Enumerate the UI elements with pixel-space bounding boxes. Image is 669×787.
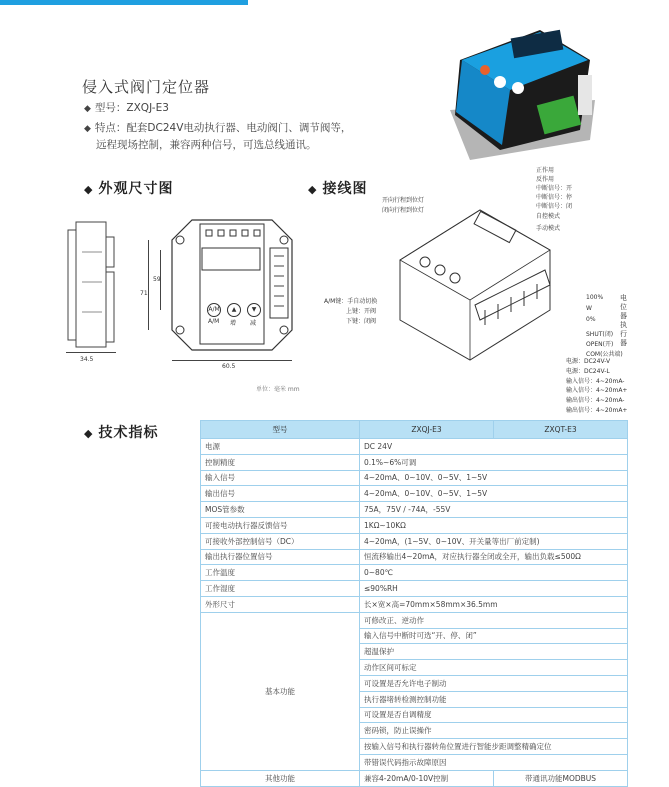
row-value: 0.1%~6%可调 [360,454,628,470]
basic-function-item: 执行器堵转检测控制功能 [360,691,628,707]
row-key: 控制精度 [201,454,360,470]
wiring-label-right-0: 100% [586,294,604,301]
product-title: 侵入式阀门定位器 [82,78,211,96]
table-row [201,439,628,455]
header-zxqt: ZXQT-E3 [494,421,628,439]
wiring-label-mid-1: 上键：开阀 [346,308,377,315]
wiring-label-top-2: 中断信号：开 [536,185,573,192]
am-caption: A/M [208,318,220,325]
wiring-label-top-5: 自控模式 [536,213,561,220]
row-key: 工作温度 [201,565,360,581]
row-key: 工作湿度 [201,581,360,597]
wiring-actuator-label [620,294,627,348]
table-row [201,486,628,502]
wiring-label-top-1: 反作用 [536,176,555,183]
wiring-label-bottom-5: 输出信号：4~20mA+ [566,407,628,414]
dim-line-front [172,360,292,361]
section-dims: ◆ 外观尺寸图 [84,181,174,197]
row-key: 输入信号 [201,470,360,486]
front-view-drawing [170,218,294,352]
row-value: 4~20mA、0~10V、0~5V、1~5V [360,486,628,502]
row-key: 电源 [201,439,360,455]
wiring-label-top-0: 正作用 [536,167,555,174]
row-key: 可接电动执行器反馈信号 [201,517,360,533]
model-line: ◆ 型号：ZXQJ-E3 [84,102,169,114]
wiring-label-right-5: COM(公共端) [586,351,623,358]
wiring-label-left-0: 开向行程到位灯 [382,197,425,204]
top-accent-bar [0,0,248,5]
wiring-label-right-1: W [586,305,592,312]
basic-function-item: 密码锁，防止误操作 [360,723,628,739]
features-text-1: 特点：配套DC24V电动执行器、电动阀门、调节阀等， [94,122,352,134]
actuator-char-0: 电 [620,294,627,302]
actuator-char-4: 行 [620,330,627,338]
dim-line-left [66,352,116,353]
other-function-zxqj: 兼容4-20mA/0-10V控制 [360,770,494,786]
table-row [201,612,628,628]
wiring-label-bottom-4: 输出信号：4~20mA- [566,397,625,404]
table-row [201,770,628,786]
actuator-char-5: 器 [620,339,627,347]
wiring-label-left-1: 闭向行程到位灯 [382,207,425,214]
row-key: 输出执行器位置信号 [201,549,360,565]
basic-function-item: 带错误代码指示故障原因 [360,754,628,770]
table-row [201,454,628,470]
wiring-label-bottom-0: 电源：DC24V-V [566,358,611,365]
basic-function-item: 按输入信号和执行器转角位置进行智能步距调整精确定位 [360,739,628,755]
model-text: 型号：ZXQJ-E3 [94,102,169,114]
dim-height-inner: 59 [153,276,161,283]
features-text-2: 远程现场控制，兼容两种信号，可选总线通讯。 [96,139,317,151]
row-value: 恒流移输出4~20mA，对应执行器全闭或全开，输出负载≤500Ω [360,549,628,565]
dim-front-width: 60.5 [222,363,236,370]
table-row [201,502,628,518]
up-caption: 增 [230,320,237,327]
actuator-char-2: 器 [620,312,627,320]
basic-function-item: 超温保护 [360,644,628,660]
wiring-label-right-2: 0% [586,316,596,323]
section-wiring: ◆ 接线图 [308,181,368,197]
section-specs: ◆ 技术指标 [84,425,159,441]
table-row [201,565,628,581]
product-photo [440,20,600,168]
other-function-zxqt: 带通讯功能MODBUS [494,770,628,786]
basic-functions-label: 基本功能 [201,612,360,770]
dim-left-width: 34.5 [80,356,94,363]
specs-table [200,420,628,787]
basic-function-item: 可设置是否自调精度 [360,707,628,723]
row-value: 75A，75V / -74A，-55V [360,502,628,518]
side-view-drawing [62,212,118,352]
wiring-label-bottom-3: 输入信号：4~20mA+ [566,387,628,394]
section-dims-label: 外观尺寸图 [98,181,174,197]
am-button: A/M [207,303,221,317]
row-value: 4~20mA，(1~5V、0~10V、开关量等出厂前定制) [360,533,628,549]
header-zxqj: ZXQJ-E3 [360,421,494,439]
wiring-label-right-3: SHUT(闭) [586,331,614,338]
table-row [201,549,628,565]
row-value: ≤90%RH [360,581,628,597]
row-value: 长×宽×高=70mm×58mm×36.5mm [360,596,628,612]
dim-line-height-outer [148,240,149,330]
table-header-row [201,421,628,439]
table-row [201,596,628,612]
features-line: ◆ 特点：配套DC24V电动执行器、电动阀门、调节阀等， [84,122,352,134]
table-row [201,517,628,533]
down-button: ▼ [247,303,261,317]
basic-function-item: 输入信号中断时可选“开、停、闭” [360,628,628,644]
wiring-label-top-4: 中断信号：闭 [536,203,573,210]
header-model: 型号 [201,421,360,439]
section-wiring-label: 接线图 [322,181,368,197]
row-value: 4~20mA、0~10V、0~5V、1~5V [360,470,628,486]
row-value: 0~80℃ [360,565,628,581]
row-key: 可接收外部控制信号（DC） [201,533,360,549]
basic-function-item: 动作区间可标定 [360,660,628,676]
wiring-label-mid-2: 下键：闭阀 [346,318,377,325]
wiring-label-bottom-2: 输入信号：4~20mA- [566,378,625,385]
wiring-label-top-6: 手动模式 [536,225,561,232]
actuator-char-1: 位 [620,303,627,311]
row-key: 外形尺寸 [201,596,360,612]
basic-function-item: 可设置是否允许电子制动 [360,675,628,691]
table-row [201,581,628,597]
wiring-label-bottom-1: 电源：DC24V-L [566,368,610,375]
wiring-label-top-3: 中断信号：停 [536,194,573,201]
basic-function-item: 可修改正、逆动作 [360,612,628,628]
row-value: 1KΩ~10KΩ [360,517,628,533]
actuator-char-3: 执 [620,321,627,329]
table-row [201,470,628,486]
row-key: 输出信号 [201,486,360,502]
row-key: MOS管参数 [201,502,360,518]
other-functions-label: 其他功能 [201,770,360,786]
table-row [201,533,628,549]
wiring-label-mid-0: A/M键：手自动切换 [324,298,378,305]
up-button: ▲ [227,303,241,317]
down-caption: 减 [250,320,257,327]
unit-note: 单位：毫米 mm [256,386,300,393]
row-value: DC 24V [360,439,628,455]
dim-height-outer: 71 [140,290,148,297]
wiring-label-right-4: OPEN(开) [586,341,614,348]
section-specs-label: 技术指标 [98,425,159,441]
